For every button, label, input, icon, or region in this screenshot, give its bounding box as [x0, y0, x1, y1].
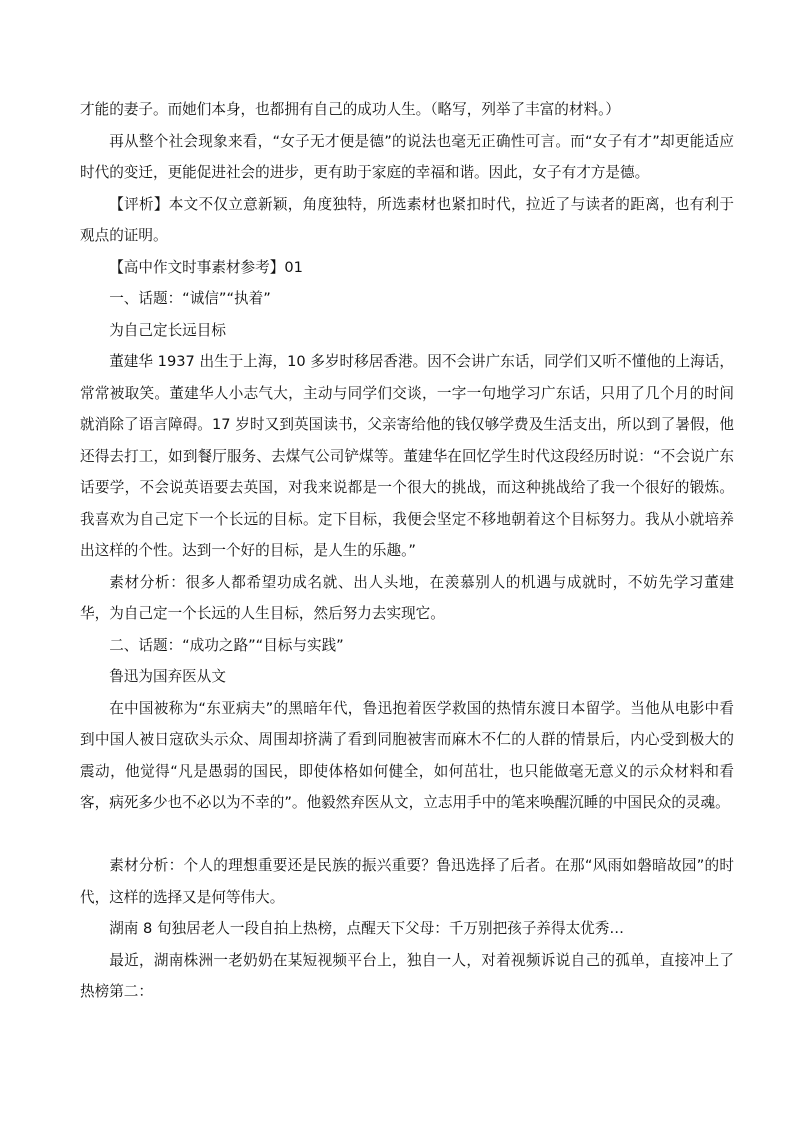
document-body [80, 94, 734, 1008]
paragraph-social-view: 再从整个社会现象来看，“女子无才便是德”的说法也毫无正确性可言。而“女子有才”却更能适应时代的变迁，更能促进社会的进步，更有助于家庭的幸福和谐。因此，女子有才方是德。 [80, 132, 734, 181]
paragraph-continuation: 才能的妻子。而她们本身，也都拥有自己的成功人生。（略写，列举了丰富的材料。） [80, 101, 620, 118]
news-headline: 湖南 8 旬独居老人一段自拍上热榜，点醒天下父母：千万别把孩子养得太优秀… [109, 920, 624, 937]
news-body: 最近，湖南株洲一老奶奶在某短视频平台上，独自一人，对着视频诉说自己的孤单，直接冲上了热榜第二： [80, 951, 734, 1000]
section-heading: 【高中作文时事素材参考】01 [109, 258, 303, 276]
blank-line [80, 819, 734, 851]
material-title-2: 鲁迅为国弃医从文 [109, 668, 226, 685]
topic-heading-1: 一、话题：“诚信”“执着” [109, 290, 271, 307]
material-body-1: 董建华 1937 出生于上海，10 多岁时移居香港。因不会讲广东话，同学们又听不懂他的上海话，常常被取笑。董建华人小志气大，主动与同学们交谈，一字一句地学习广东话，只用了几个月的时间就消除了语言障碍。17 岁时又到英国读书，父亲寄给他的钱仅够学费及生活支出，所以到了暑假，他还得去打工，如到餐厅服务、去煤气公司铲煤等。董建华在回忆学生时代这段经历时说：“不会说广东话要学，不会说英语要去英国，对我来说都是一个很大的挑战，而这种挑战给了我一个很好的锻炼。我喜欢为自己定下一个长远的目标。定下目标，我便会坚定不移地朝着这个目标努力。我从小就培养出这样的个性。达到一个好的目标，是人生的乐趣。” [80, 353, 734, 559]
material-analysis-1: 素材分析：很多人都希望功成名就、出人头地，在羡慕别人的机遇与成就时，不妨先学习董建华，为自己定一个长远的人生目标，然后努力去实现它。 [80, 573, 734, 622]
topic-heading-2: 二、话题：“成功之路”“目标与实践” [109, 636, 344, 654]
material-title-1: 为自己定长远目标 [109, 321, 226, 339]
material-analysis-2: 素材分析：个人的理想重要还是民族的振兴重要？鲁迅选择了后者。在那“风雨如磐暗故园”的时代，这样的选择又是何等伟大。 [80, 857, 734, 906]
paragraph-commentary: 【评析】本文不仅立意新颖，角度独特，所选素材也紧扣时代，拉近了与读者的距离，也有利于观点的证明。 [80, 195, 734, 244]
material-body-2: 在中国被称为“东亚病夫”的黑暗年代，鲁迅抱着医学救国的热情东渡日本留学。当他从电影中看到中国人被日寇砍头示众、周围却挤满了看到同胞被害而麻木不仁的人群的情景后，内心受到极大的震动，他觉得“凡是愚弱的国民，即使体格如何健全，如何茁壮，也只能做毫无意义的示众材料和看客，病死多少也不必以为不幸的”。他毅然弃医从文，立志用手中的笔来唤醒沉睡的中国民众的灵魂。 [80, 699, 734, 811]
